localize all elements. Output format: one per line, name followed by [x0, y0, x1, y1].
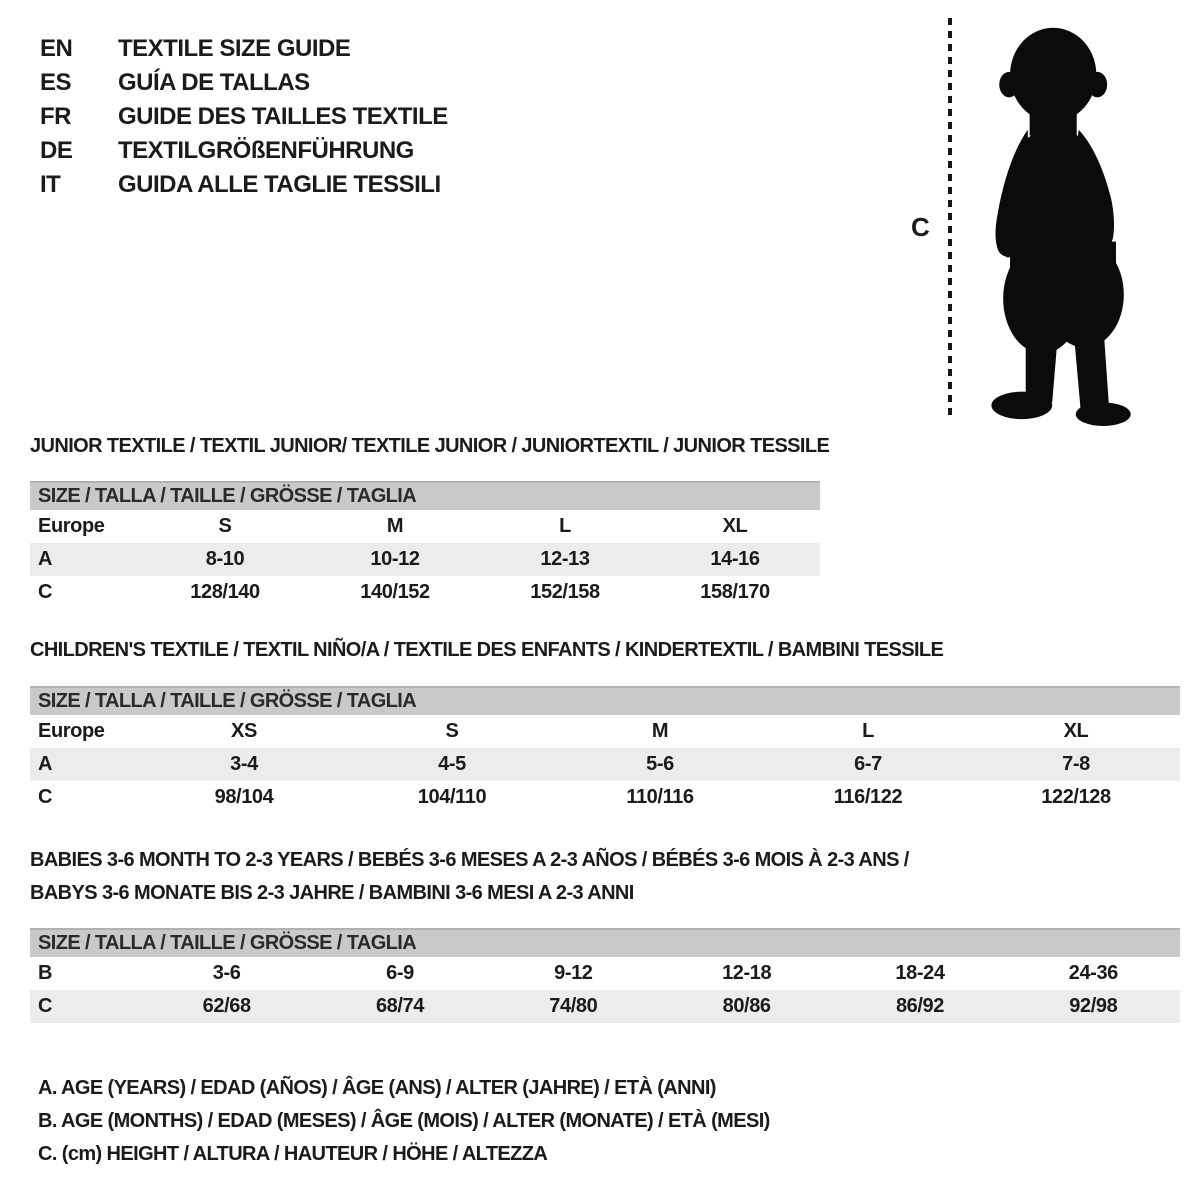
children-size-table — [30, 686, 1180, 814]
lang-title: TEXTILE SIZE GUIDE — [118, 35, 351, 62]
row-label: A — [38, 548, 53, 570]
legend-block — [38, 1072, 770, 1171]
lang-title: GUIDE DES TAILLES TEXTILE — [118, 103, 448, 130]
row-label: Europe — [38, 720, 105, 742]
lang-row-en — [40, 32, 448, 66]
lang-code: IT — [40, 171, 61, 198]
size-cell: S — [445, 720, 459, 742]
babies-section-title-line2: BABYS 3-6 MONATE BIS 2-3 JAHRE / BAMBINI 3-6 MESI A 2-3 ANNI — [30, 882, 634, 904]
size-table-header: SIZE / TALLA / TAILLE / GRÖSSE / TAGLIA — [30, 928, 1180, 957]
table-row — [30, 576, 820, 609]
size-table-header: SIZE / TALLA / TAILLE / GRÖSSE / TAGLIA — [30, 686, 1180, 715]
toddler-silhouette-icon — [963, 14, 1163, 426]
legend-line-b: B. AGE (MONTHS) / EDAD (MESES) / ÂGE (MOIS) / ALTER (MONATE) / ETÀ (MESI) — [38, 1110, 770, 1132]
lang-row-it — [40, 168, 448, 202]
language-title-block — [40, 32, 448, 202]
lang-row-fr — [40, 100, 448, 134]
lang-code: FR — [40, 103, 71, 130]
babies-size-table — [30, 928, 1180, 1023]
size-cell: 12-13 — [540, 548, 590, 570]
lang-title: TEXTILGRÖßENFÜHRUNG — [118, 137, 414, 164]
size-cell: 24-36 — [1068, 962, 1118, 984]
size-cell: 122/128 — [1041, 786, 1111, 808]
size-cell: 110/116 — [626, 786, 694, 808]
table-row — [30, 957, 1180, 990]
size-cell: 3-4 — [230, 753, 258, 775]
size-cell: 8-10 — [205, 548, 245, 570]
row-label: C — [38, 581, 53, 603]
children-section-title: CHILDREN'S TEXTILE / TEXTIL NIÑO/A / TEXTILE DES ENFANTS / KINDERTEXTIL / BAMBINI TESSILE — [30, 639, 944, 661]
table-row — [30, 781, 1180, 814]
size-cell: XL — [1063, 720, 1089, 742]
table-row — [30, 543, 820, 576]
size-cell: 6-9 — [386, 962, 414, 984]
size-cell: S — [218, 515, 232, 537]
size-cell: 3-6 — [212, 962, 241, 984]
babies-section-title-line1: BABIES 3-6 MONTH TO 2-3 YEARS / BEBÉS 3-6 MESES A 2-3 AÑOS / BÉBÉS 3-6 MOIS À 2-3 ANS / — [30, 849, 909, 871]
size-cell: 14-16 — [710, 548, 760, 570]
legend-line-a: A. AGE (YEARS) / EDAD (AÑOS) / ÂGE (ANS) / ALTER (JAHRE) / ETÀ (ANNI) — [38, 1077, 716, 1099]
size-cell: 5-6 — [646, 753, 674, 775]
measure-label-c: C — [911, 212, 930, 242]
row-label: C — [38, 995, 53, 1017]
height-measure-figure — [905, 14, 1195, 426]
table-row — [30, 748, 1180, 781]
size-cell: 9-12 — [554, 962, 593, 984]
size-cell: 104/110 — [417, 786, 487, 808]
row-label: B — [38, 962, 53, 984]
size-cell: L — [862, 720, 874, 742]
lang-title: GUIDA ALLE TAGLIE TESSILI — [118, 171, 441, 198]
size-cell: 140/152 — [360, 581, 430, 603]
size-table-header: SIZE / TALLA / TAILLE / GRÖSSE / TAGLIA — [30, 481, 820, 510]
legend-line-c: C. (cm) HEIGHT / ALTURA / HAUTEUR / HÖHE / ALTEZZA — [38, 1143, 548, 1165]
table-row — [30, 510, 820, 543]
size-cell: 68/74 — [375, 995, 425, 1017]
size-cell: 4-5 — [438, 753, 466, 775]
size-cell: 80/86 — [722, 995, 771, 1017]
row-label: A — [38, 753, 53, 775]
lang-title: GUÍA DE TALLAS — [118, 69, 310, 96]
size-cell: 116/122 — [833, 786, 903, 808]
size-cell: M — [651, 720, 669, 742]
row-label: Europe — [38, 515, 105, 537]
lang-code: ES — [40, 69, 72, 96]
size-cell: 18-24 — [895, 962, 945, 984]
lang-code: DE — [40, 137, 73, 164]
size-cell: 152/158 — [530, 581, 600, 603]
size-cell: 98/104 — [214, 786, 274, 808]
junior-section-title: JUNIOR TEXTILE / TEXTIL JUNIOR/ TEXTILE JUNIOR / JUNIORTEXTIL / JUNIOR TESSILE — [30, 435, 830, 457]
size-cell: XS — [231, 720, 257, 742]
size-cell: M — [386, 515, 404, 537]
size-cell: 128/140 — [190, 581, 260, 603]
table-row — [30, 990, 1180, 1023]
junior-size-table — [30, 481, 820, 609]
lang-code: EN — [40, 35, 73, 62]
row-label: C — [38, 786, 53, 808]
size-cell: 10-12 — [370, 548, 420, 570]
size-cell: 7-8 — [1062, 753, 1090, 775]
lang-row-de — [40, 134, 448, 168]
size-cell: 158/170 — [700, 581, 770, 603]
table-row — [30, 715, 1180, 748]
height-dashed-line — [948, 18, 952, 418]
size-cell: 12-18 — [722, 962, 772, 984]
size-cell: 92/98 — [1069, 995, 1118, 1017]
size-cell: L — [559, 515, 571, 537]
size-cell: 62/68 — [202, 995, 251, 1017]
size-cell: XL — [722, 515, 748, 537]
size-cell: 6-7 — [854, 753, 882, 775]
size-cell: 74/80 — [549, 995, 598, 1017]
lang-row-es — [40, 66, 448, 100]
size-cell: 86/92 — [895, 995, 944, 1017]
